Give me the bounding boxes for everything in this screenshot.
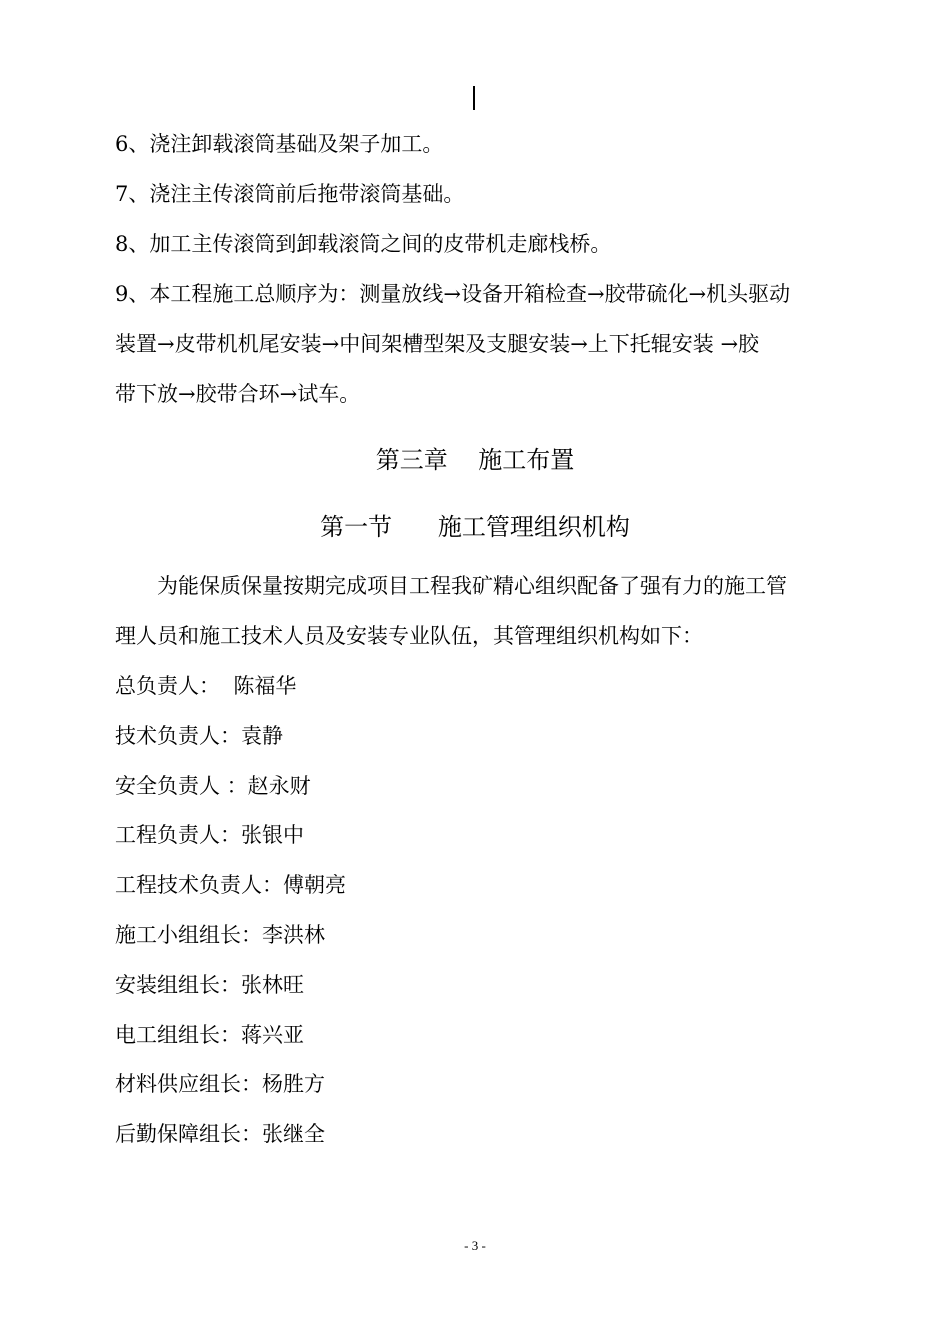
staff-electrician-group-lead: 电工组组长：蒋兴亚 [115, 1023, 304, 1047]
step-9-line-2: 装置→皮带机机尾安装→中间架槽型架及支腿安装→上下托辊安装 →胶 [115, 332, 760, 356]
staff-safety-lead: 安全负责人 ：赵永财 [115, 774, 311, 798]
step-8: 8、加工主传滚筒到卸载滚筒之间的皮带机走廊栈桥。 [115, 232, 612, 256]
step-9-line-1: 9、本工程施工总顺序为：测量放线→设备开箱检查→胶带硫化→机头驱动 [115, 282, 791, 306]
step-6: 6、浇注卸载滚筒基础及架子加工。 [115, 132, 444, 156]
page-number: - 3 - [464, 1238, 486, 1253]
text-cursor-mark [473, 86, 475, 110]
staff-logistics-lead: 后勤保障组长：张继全 [115, 1122, 325, 1146]
intro-line-2: 理人员和施工技术人员及安装专业队伍，其管理组织机构如下： [115, 624, 703, 648]
staff-technical-lead: 技术负责人：袁静 [115, 724, 283, 748]
chapter-title: 第三章 施工布置 [375, 446, 575, 474]
staff-general-manager: 总负责人： 陈福华 [115, 674, 297, 698]
staff-construction-group-lead: 施工小组组长：李洪林 [115, 923, 325, 947]
staff-materials-lead: 材料供应组长：杨胜方 [115, 1072, 325, 1096]
section-title: 第一节 施工管理组织机构 [320, 513, 630, 541]
step-9-line-3: 带下放→胶带合环→试车。 [115, 382, 361, 406]
intro-line-1: 为能保质保量按期完成项目工程我矿精心组织配备了强有力的施工管 [157, 574, 787, 598]
step-7: 7、浇注主传滚筒前后拖带滚筒基础。 [115, 182, 465, 206]
staff-project-lead: 工程负责人：张银中 [115, 823, 304, 847]
staff-project-tech-lead: 工程技术负责人：傅朝亮 [115, 873, 346, 897]
staff-installation-group-lead: 安装组组长：张林旺 [115, 973, 304, 997]
